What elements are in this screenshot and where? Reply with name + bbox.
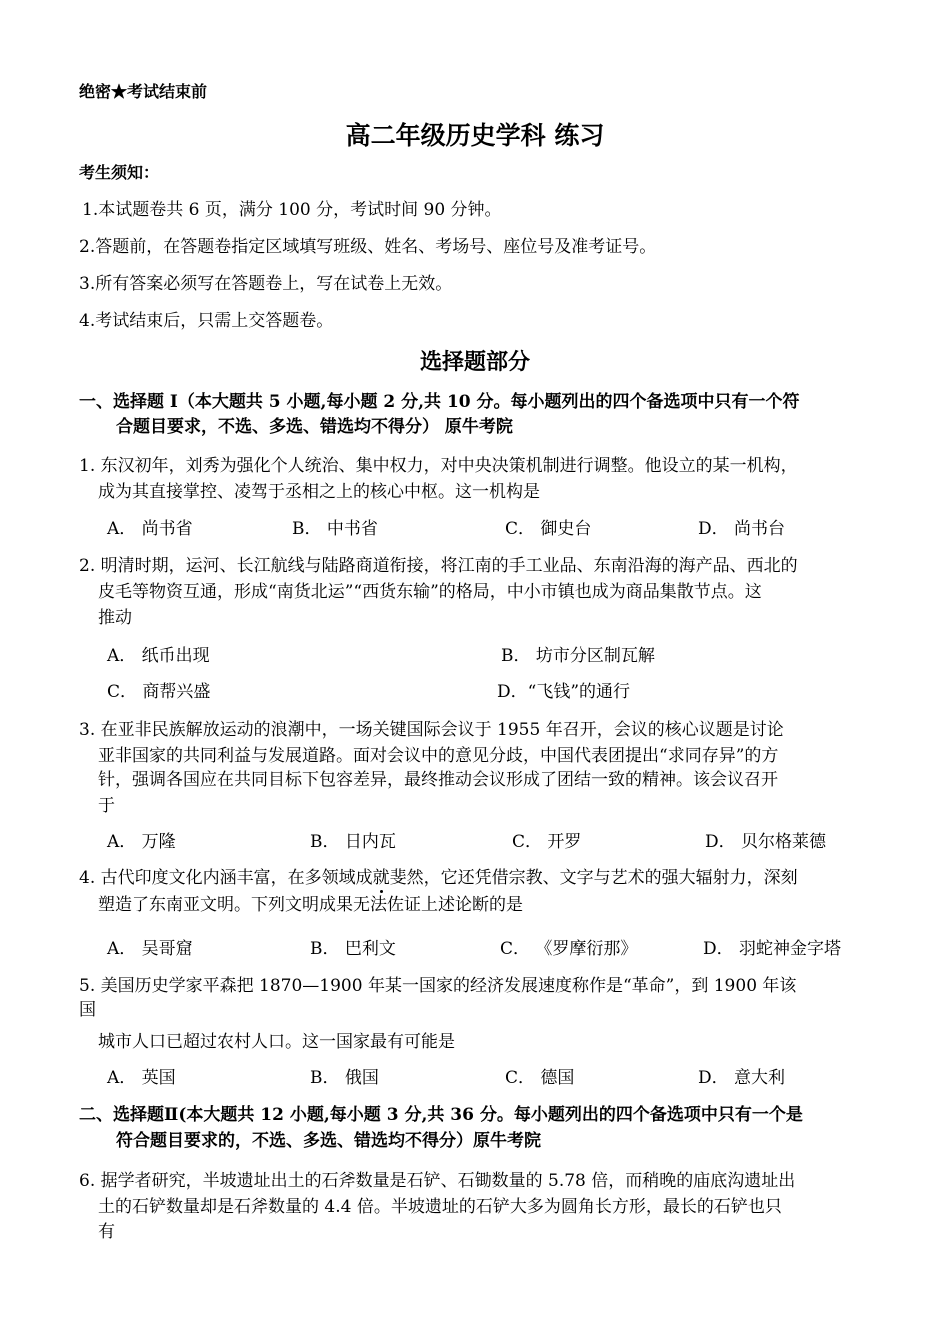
- question-6-stem: 6. 据学者研究，半坡遗址出土的石斧数量是石铲、石锄数量的 5.78 倍，而稍晚的庙底沟遗址出: [79, 1171, 796, 1191]
- section-title: 选择题部分: [419, 349, 530, 375]
- notice-item: 2.答题前，在答题卷指定区域填写班级、姓名、考场号、座位号及准考证号。: [79, 237, 657, 257]
- question-1-option-a[interactable]: A． 尚书省: [107, 519, 193, 539]
- question-5-stem: 5. 美国历史学家平森把 1870—1900 年某一国家的经济发展速度称作是“革命”，到 1900 年该: [79, 976, 797, 996]
- part1-header-line: 合题目要求，不选、多选、错选均不得分） 原牛考院: [116, 417, 513, 437]
- notice-label: 考生须知：: [79, 163, 160, 182]
- question-5-stem: 国: [79, 1000, 96, 1020]
- question-3-option-b[interactable]: B． 日内瓦: [310, 832, 396, 852]
- notice-item: 4.考试结束后，只需上交答题卷。: [79, 311, 334, 331]
- emphasis-dot: 就: [372, 868, 390, 888]
- question-4-option-c[interactable]: C． 《罗摩衍那》: [500, 939, 638, 959]
- question-3-stem: 3. 在亚非民族解放运动的浪潮中，一场关键国际会议于 1955 年召开，会议的核心议题是讨论: [79, 720, 784, 740]
- question-4-stem: 4. 古代印度文化内涵丰富，在多领域成就斐然，它还凭借宗教、文字与艺术的强大辐射力，深刻: [79, 868, 798, 888]
- question-4-option-d[interactable]: D． 羽蛇神金字塔: [703, 939, 842, 959]
- question-5-stem: 城市人口已超过农村人口。这一国家最有可能是: [98, 1032, 455, 1052]
- page-title: 高二年级历史学科 练习: [345, 121, 605, 150]
- part2-header-line: 二、选择题Ⅱ(本大题共 12 小题,每小题 3 分,共 36 分。每小题列出的四个备选项中只有一个是: [79, 1105, 803, 1125]
- question-3-option-a[interactable]: A． 万隆: [107, 832, 176, 852]
- question-5-option-d[interactable]: D． 意大利: [698, 1068, 786, 1088]
- question-5-option-a[interactable]: A． 英国: [107, 1068, 176, 1088]
- part1-header-line: 一、选择题 I（本大题共 5 小题,每小题 2 分,共 10 分。每小题列出的四个备选项中只有一个符: [79, 392, 800, 412]
- question-3-stem: 亚非国家的共同利益与发展道路。面对会议中的意见分歧，中国代表团提出“求同存异”的方: [98, 746, 779, 766]
- question-2-stem: 2. 明清时期，运河、长江航线与陆路商道衔接，将江南的手工业品、东南沿海的海产品、西北的: [79, 556, 798, 576]
- question-4-stem: 塑造了东南亚文明。下列文明成果无法佐证上述论断的是: [98, 895, 523, 915]
- question-2-stem: 推动: [98, 608, 132, 628]
- question-2-option-c[interactable]: C． 商帮兴盛: [107, 682, 211, 702]
- notice-item: 1.本试题卷共 6 页，满分 100 分，考试时间 90 分钟。: [82, 200, 502, 220]
- part2-header-line: 符合题目要求的，不选、多选、错选均不得分）原牛考院: [116, 1131, 541, 1151]
- question-1-stem: 成为其直接掌控、凌驾于丞相之上的核心中枢。这一机构是: [98, 482, 540, 502]
- question-6-stem: 有: [98, 1222, 115, 1242]
- question-4-option-a[interactable]: A． 吴哥窟: [107, 939, 193, 959]
- question-2-stem: 皮毛等物资互通，形成“南货北运”“西货东输”的格局，中小市镇也成为商品集散节点。这: [98, 582, 762, 602]
- question-1-stem: 1. 东汉初年，刘秀为强化个人统治、集中权力，对中央决策机制进行调整。他设立的某一机构，: [79, 456, 798, 476]
- question-3-stem: 针，强调各国应在共同目标下包容差异，最终推动会议形成了团结一致的精神。该会议召开: [98, 770, 778, 790]
- secret-label: 绝密★考试结束前: [79, 82, 208, 101]
- question-3-option-c[interactable]: C． 开罗: [512, 832, 582, 852]
- question-2-option-a[interactable]: A． 纸币出现: [107, 646, 210, 666]
- notice-item: 3.所有答案必须写在答题卷上，写在试卷上无效。: [79, 274, 453, 294]
- question-1-option-b[interactable]: B． 中书省: [292, 519, 378, 539]
- question-3-option-d[interactable]: D． 贝尔格莱德: [705, 832, 827, 852]
- question-6-stem: 土的石铲数量却是石斧数量的 4.4 倍。半坡遗址的石铲大多为圆角长方形，最长的石铲也只: [98, 1197, 782, 1217]
- question-1-option-c[interactable]: C． 御史台: [505, 519, 592, 539]
- question-2-option-d[interactable]: D．“飞钱”的通行: [497, 682, 631, 702]
- question-5-option-b[interactable]: B． 俄国: [310, 1068, 379, 1088]
- question-4-option-b[interactable]: B． 巴利文: [310, 939, 396, 959]
- question-1-option-d[interactable]: D． 尚书台: [698, 519, 786, 539]
- question-3-stem: 于: [98, 796, 115, 816]
- question-2-option-b[interactable]: B． 坊市分区制瓦解: [501, 646, 655, 666]
- question-5-option-c[interactable]: C． 德国: [505, 1068, 575, 1088]
